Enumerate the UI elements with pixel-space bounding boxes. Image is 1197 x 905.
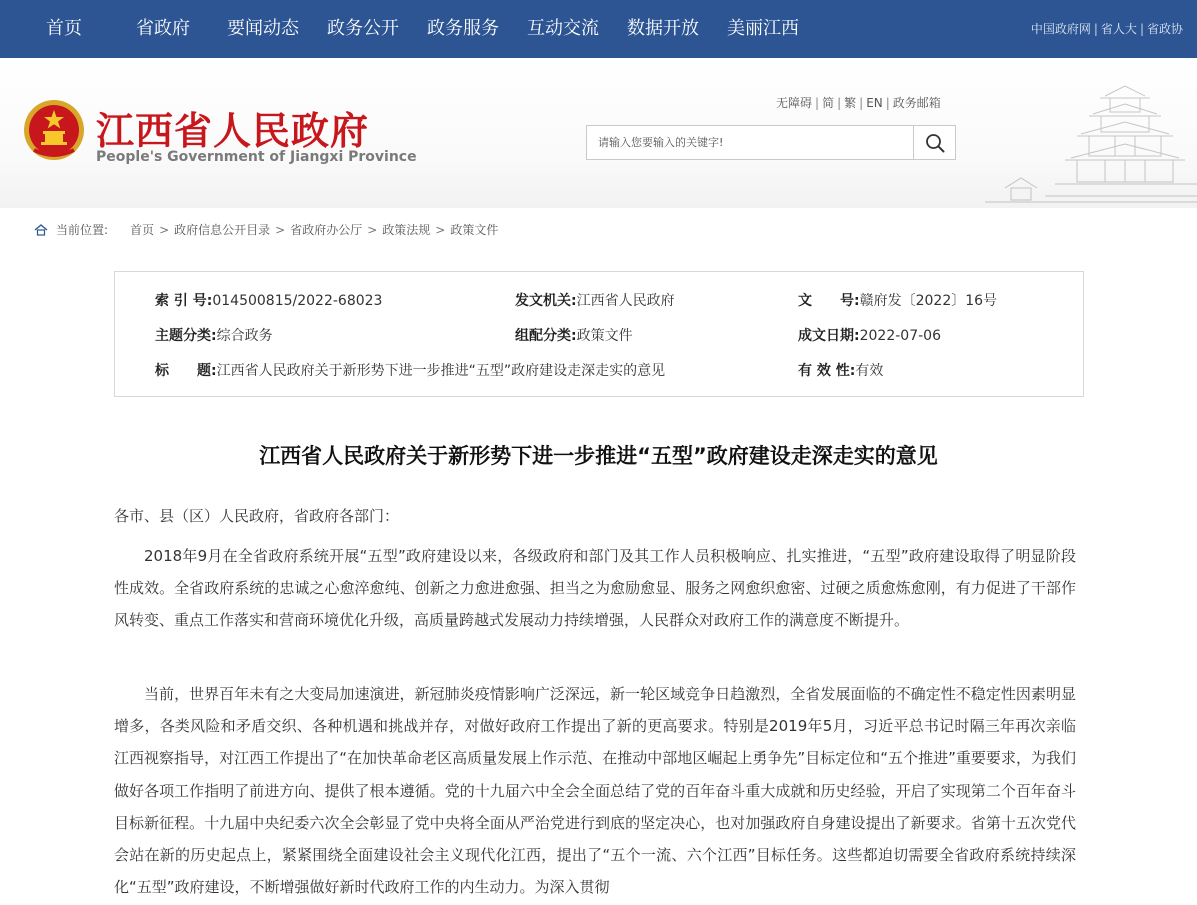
breadcrumb-home[interactable]: 首页 xyxy=(130,223,155,237)
breadcrumb-arrow: > xyxy=(159,222,170,237)
breadcrumb-arrow: > xyxy=(435,222,446,237)
site-header xyxy=(0,58,1197,208)
nav-item-open-data[interactable]: 数据开放 xyxy=(627,18,699,39)
link-china-gov[interactable]: 中国政府网 xyxy=(1030,22,1091,36)
document-meta-table xyxy=(114,271,1084,397)
separator: | xyxy=(859,96,864,110)
meta-docno xyxy=(798,290,997,310)
meta-validity-label: 有 效 性: xyxy=(798,363,856,379)
site-subtitle: People's Government of Jiangxi Province xyxy=(96,149,417,165)
meta-index xyxy=(155,290,382,310)
link-gov-mail[interactable]: 政务邮箱 xyxy=(892,96,941,110)
breadcrumb-general-office[interactable]: 省政府办公厅 xyxy=(290,223,363,237)
article-title: 江西省人民政府关于新形势下进一步推进“五型”政府建设走深走实的意见 xyxy=(259,444,938,468)
meta-docno-label: 文 号: xyxy=(798,293,860,309)
meta-index-value: 014500815/2022-68023 xyxy=(212,293,383,309)
article-paragraph: 当前，世界百年未有之大变局加速演进，新冠肺炎疫情影响广泛深远，新一轮区域竞争日趋激烈，全省发展面临的不确定性不稳定性因素明显增多，各类风险和矛盾交织、各种机遇和挑战并存，对做好政府工作提出了新的更高要求。特别是2019年5月，习近平总书记时隔三年再次亲临江西视察指导，对江西工作提出了“在加快革命老区高质量发展上作示范、在推动中部地区崛起上勇争先”目标定位和“五个推进”重要要求，为我们做好各项工作指明了前进方向、提供了根本遵循。党的十九届六中全会全面总结了党的百年奋斗重大成就和历史经验，开启了实现第二个百年奋斗目标新征程。十九届中央纪委六次全会彰显了党中央将全面从严治党进行到底的坚定决心，也对加强政府自身建设提出了新要求。省第十五次党代会站在新的历史起点上，紧紧围绕全面建设社会主义现代化江西，提出了“五个一流、六个江西”目标任务。这些都迫切需要全省政府系统持续深化“五型”政府建设，不断增强做好新时代政府工作的内生动力。为深入贯彻 xyxy=(114,685,1076,897)
separator: | xyxy=(815,96,820,110)
meta-date-value: 2022-07-06 xyxy=(859,328,941,344)
link-traditional[interactable]: 繁 xyxy=(844,96,857,110)
meta-date xyxy=(798,325,941,345)
article-paragraph: 2018年9月在全省政府系统开展“五型”政府建设以来，各级政府和部门及其工作人员积极响应、扎实推进，“五型”政府建设取得了明显阶段性成效。全省政府系统的忠诚之心愈淬愈纯、创新之力愈进愈强、担当之为愈励愈显、服务之网愈织愈密、过硬之质愈炼愈刚，有力促进了干部作风转变、重点工作落实和营商环境优化升级，高质量跨越式发展动力持续增强，人民群众对政府工作的满意度不断提升。 xyxy=(114,547,1076,630)
home-icon xyxy=(34,223,48,237)
article-addressee: 各市、县（区）人民政府，省政府各部门： xyxy=(114,507,400,525)
utility-links xyxy=(776,94,941,111)
meta-validity-value: 有效 xyxy=(855,363,884,379)
meta-date-label: 成文日期: xyxy=(798,328,860,344)
meta-title-label: 标 题: xyxy=(155,363,217,379)
meta-validity xyxy=(798,360,883,380)
nav-item-gov-services[interactable]: 政务服务 xyxy=(427,18,499,39)
breadcrumb-info-catalog[interactable]: 政府信息公开目录 xyxy=(174,223,271,237)
separator: | xyxy=(1139,22,1144,36)
nav-item-news[interactable]: 要闻动态 xyxy=(227,18,299,39)
pavilion-sketch-image xyxy=(985,78,1197,208)
meta-category-value: 政策文件 xyxy=(576,328,633,344)
separator: | xyxy=(837,96,842,110)
meta-category-label: 组配分类: xyxy=(515,328,577,344)
top-nav-bar xyxy=(0,0,1197,58)
separator: | xyxy=(1093,22,1098,36)
nav-item-gov-affairs-open[interactable]: 政务公开 xyxy=(327,18,399,39)
separator: | xyxy=(885,96,890,110)
meta-issuer-value: 江西省人民政府 xyxy=(576,293,675,309)
meta-topic-label: 主题分类: xyxy=(155,328,217,344)
search-button[interactable] xyxy=(913,126,955,159)
breadcrumb-arrow: > xyxy=(367,222,378,237)
search-input[interactable] xyxy=(587,126,913,159)
link-accessibility[interactable]: 无障碍 xyxy=(776,96,813,110)
breadcrumb-arrow: > xyxy=(275,222,286,237)
site-title[interactable]: 江西省人民政府 xyxy=(96,109,370,153)
search-icon xyxy=(925,133,945,153)
nav-item-home[interactable]: 首页 xyxy=(46,18,82,39)
national-emblem-icon xyxy=(22,98,86,162)
meta-issuer xyxy=(515,290,675,310)
search-box xyxy=(586,125,956,160)
meta-docno-value: 赣府发〔2022〕16号 xyxy=(859,293,998,309)
top-right-links xyxy=(1031,0,1183,58)
nav-item-beautiful-jiangxi[interactable]: 美丽江西 xyxy=(727,18,799,39)
meta-topic-value: 综合政务 xyxy=(216,328,273,344)
meta-topic xyxy=(155,325,273,345)
breadcrumb-policies[interactable]: 政策法规 xyxy=(382,223,431,237)
meta-title xyxy=(155,360,665,380)
link-provincial-congress[interactable]: 省人大 xyxy=(1100,22,1137,36)
meta-category xyxy=(515,325,633,345)
nav-item-interaction[interactable]: 互动交流 xyxy=(527,18,599,39)
breadcrumb-policy-docs[interactable]: 政策文件 xyxy=(450,223,499,237)
meta-title-value: 江西省人民政府关于新形势下进一步推进“五型”政府建设走深走实的意见 xyxy=(216,363,666,379)
link-english[interactable]: EN xyxy=(866,96,883,110)
link-simplified[interactable]: 简 xyxy=(822,96,835,110)
breadcrumb-label: 当前位置: xyxy=(56,223,109,237)
nav-item-provincial-gov[interactable]: 省政府 xyxy=(136,18,190,39)
meta-issuer-label: 发文机关: xyxy=(515,293,577,309)
meta-index-label: 索 引 号: xyxy=(155,293,213,309)
breadcrumb xyxy=(34,221,498,238)
link-provincial-cppcc[interactable]: 省政协 xyxy=(1146,22,1183,36)
